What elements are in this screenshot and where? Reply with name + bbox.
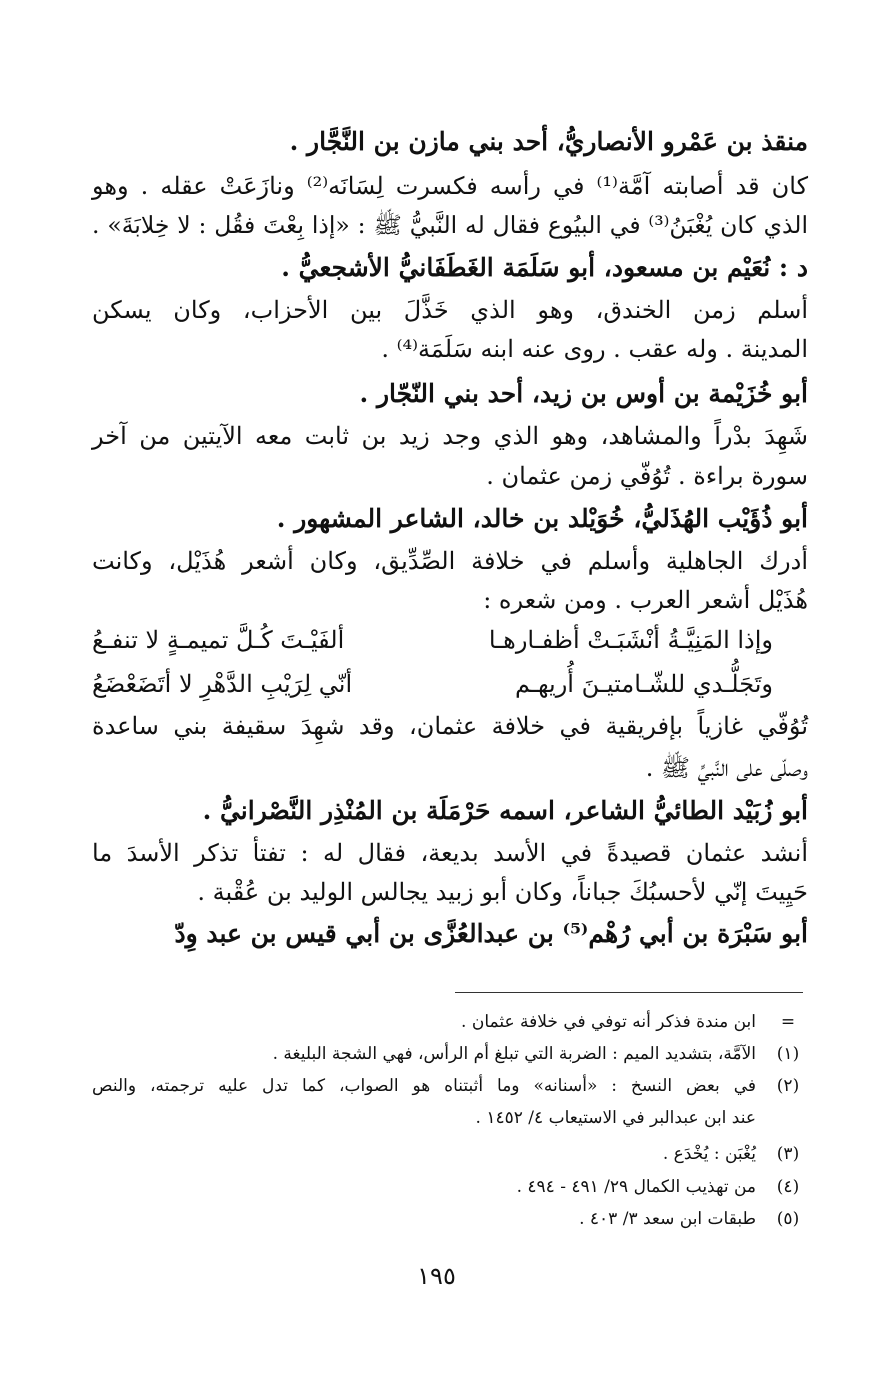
body-line: أنشد عثمان قصيدةً في الأسد بديعة، فقال له : تفتأ تذكر الأسدَ ما (92, 839, 808, 867)
poem-first-hemistich: وإذا المَنِيَّـةُ أنْشَبَـتْ أظفـارهـا (488, 626, 773, 654)
body-line: أسلم زمن الخندق، وهو الذي خَذَّلَ بين الأحزاب، وكان يسكن (92, 296, 809, 324)
poem-verse (92, 664, 808, 704)
poem-verse (92, 620, 808, 660)
entry-heading: أبو سَبْرَة بن أبي رُهْم⁽⁵⁾ بن عبدالعُزَّى بن أبي قيس بن عبد وِدّ (174, 919, 808, 948)
body-line: وصلّى على النَّبيِّ ﷺ . (645, 754, 808, 782)
footnote-number: (٢) (776, 1076, 800, 1096)
body-line: شَهِدَ بدْراً والمشاهد، وهو الذي وجد زيد بن ثابت معه الآيتين من آخر (92, 422, 808, 450)
footnote-number: = (780, 1012, 796, 1032)
body-line: الذي كان يُغْبَنُ⁽³⁾ في البيُوع فقال له النَّبيُّ ﷺ : «إذا بِعْتَ فقُل : لا خِلابَةَ» . (92, 211, 809, 239)
poem-second-hemistich: أنّي لِرَيْبِ الدَّهْرِ لا أتَضَعْضَعُ (92, 670, 353, 698)
entry-heading: منقذ بن عَمْرو الأنصاريُّ، أحد بني مازن بن النَّجَّار . (289, 127, 808, 156)
entry-heading: أبو خُزَيْمة بن أوس بن زيد، أحد بني النّجّار . (359, 379, 808, 408)
footnote-text: يُغْبَن : يُخْدَع . (662, 1144, 756, 1164)
body-line: المدينة . وله عقب . روى عنه ابنه سَلَمَة⁽⁴⁾ . (381, 335, 808, 363)
page-number: ١٩٥ (417, 1262, 456, 1290)
body-line: أدرك الجاهلية وأسلم في خلافة الصِّدِّيق، وكان أشعر هُذَيْل، وكانت (92, 547, 808, 575)
footnote-text: في بعض النسخ : «أسنانه» وما أثبتناه هو الصواب، كما تدل عليه ترجمته، والنص (92, 1076, 756, 1096)
footnote-number: (١) (776, 1044, 800, 1064)
entry-heading: أبو ذُؤَيْب الهُذَليُّ، خُوَيْلد بن خالد، الشاعر المشهور . (276, 504, 808, 533)
footnote-text: الآمَّة، بتشديد الميم : الضربة التي تبلغ أم الرأس، فهي الشجة البليغة . (272, 1044, 756, 1064)
entry-heading: أبو زُبَيْد الطائيُّ الشاعر، اسمه حَرْمَلَة بن المُنْذِر النَّصْرانيُّ . (202, 796, 808, 825)
entry-heading: د : نُعَيْم بن مسعود، أبو سَلَمَة الغَطَفَانيُّ الأشجعيُّ . (281, 253, 808, 282)
footnote-number: (٣) (776, 1144, 800, 1164)
body-line: هُذَيْل أشعر العرب . ومن شعره : (483, 586, 808, 614)
footnote-text: ابن مندة فذكر أنه توفي في خلافة عثمان . (461, 1012, 756, 1032)
body-line: كان قد أصابته آمَّة⁽¹⁾ في رأسه فكسرت لِسَانَه⁽²⁾ ونازَعَتْ عقله . وهو (92, 172, 808, 200)
body-line: حَيِيتَ إنّي لأحسبُكَ جباناً، وكان أبو زبيد يجالس الوليد بن عُقْبة . (197, 878, 808, 906)
poem-second-hemistich: ألفَيْـتَ كُـلَّ تميمـةٍ لا تنفـعُ (92, 626, 345, 654)
footnote-number: (٤) (776, 1177, 800, 1197)
footnote-text: من تهذيب الكمال ٢٩/ ٤٩١ - ٤٩٤ . (516, 1177, 756, 1197)
footnote-separator (455, 992, 803, 993)
poem-first-hemistich: وتَجَلُّـدي للشّـامتيـنَ أُريهـم (514, 670, 773, 698)
body-line: سورة براءة . تُوُفّي زمن عثمان . (486, 462, 808, 490)
footnote-text: عند ابن عبدالبر في الاستيعاب ٤/ ١٤٥٢ . (475, 1108, 756, 1128)
body-line: تُوُفّي غازياً بإفريقية في خلافة عثمان، وقد شهِدَ سقيفة بني ساعدة (92, 712, 808, 740)
footnote-text: طبقات ابن سعد ٣/ ٤٠٣ . (579, 1209, 756, 1229)
footnote-number: (٥) (776, 1209, 800, 1229)
